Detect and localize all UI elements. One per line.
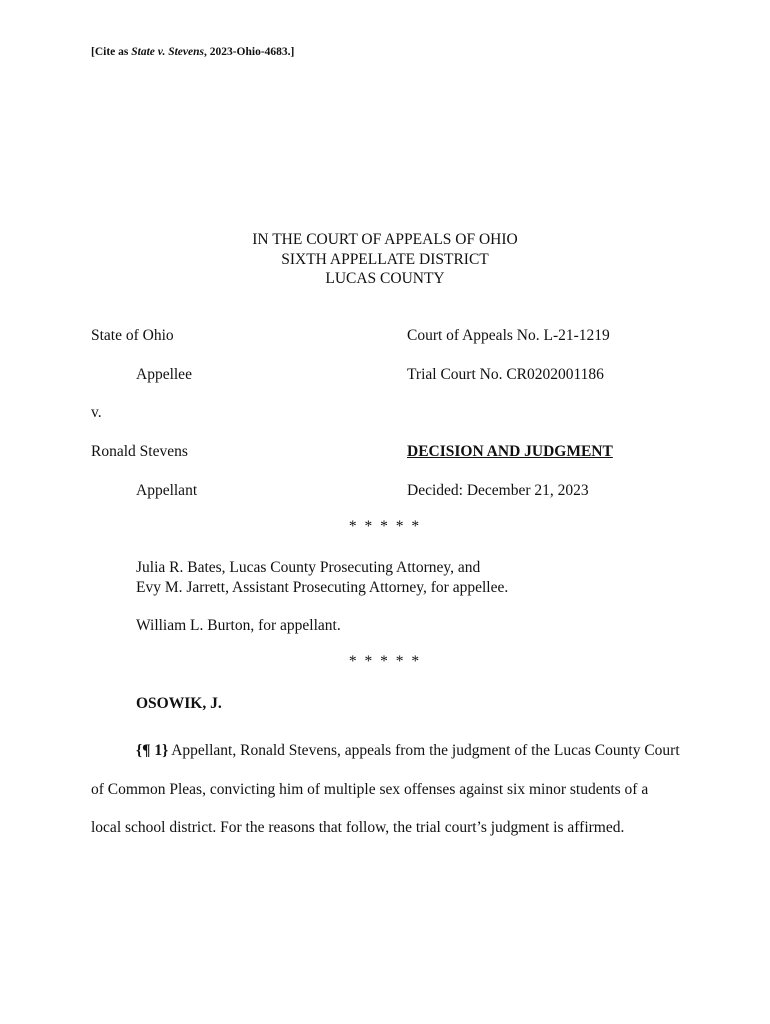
- opinion-paragraph-1: [91, 732, 681, 848]
- counsel-line-1: Julia R. Bates, Lucas County Prosecuting Attorney, and: [136, 559, 481, 576]
- separator-top: * * * * *: [348, 518, 422, 535]
- versus-label: v.: [91, 404, 102, 421]
- court-heading-line-3: LUCAS COUNTY: [325, 270, 445, 287]
- appellee-name: State of Ohio: [91, 327, 174, 344]
- counsel-line-3: William L. Burton, for appellant.: [136, 617, 341, 634]
- paragraph-marker: {¶ 1}: [136, 742, 169, 759]
- appellant-name: Ronald Stevens: [91, 443, 188, 460]
- citation-case-name: State v. Stevens: [131, 46, 204, 58]
- counsel-line-2: Evy M. Jarrett, Assistant Prosecuting Attorney, for appellee.: [136, 579, 509, 596]
- appeals-case-number: Court of Appeals No. L-21-1219: [407, 327, 610, 344]
- citation-prefix: [Cite as: [91, 46, 132, 58]
- judge-name: OSOWIK, J.: [136, 695, 222, 712]
- trial-case-number: Trial Court No. CR0202001186: [407, 366, 604, 383]
- court-heading-line-2: SIXTH APPELLATE DISTRICT: [281, 250, 489, 268]
- separator-bottom: * * * * *: [348, 653, 422, 670]
- citation-header: [91, 46, 294, 58]
- decision-date: Decided: December 21, 2023: [407, 482, 589, 499]
- appellee-role: Appellee: [136, 366, 192, 383]
- court-heading-line-1: IN THE COURT OF APPEALS OF OHIO: [252, 231, 518, 248]
- court-heading: [0, 230, 770, 289]
- paragraph-text: Appellant, Ronald Stevens, appeals from the judgment of the Lucas County Court of Common Pleas, convicting him of multiple sex offenses against six minor students of a local school district. For the reasons that follow, the trial court’s judgment is affirmed.: [91, 742, 680, 836]
- appellant-role: Appellant: [136, 482, 198, 499]
- citation-suffix: , 2023-Ohio-4683.]: [203, 46, 295, 58]
- decision-title: DECISION AND JUDGMENT: [407, 443, 613, 460]
